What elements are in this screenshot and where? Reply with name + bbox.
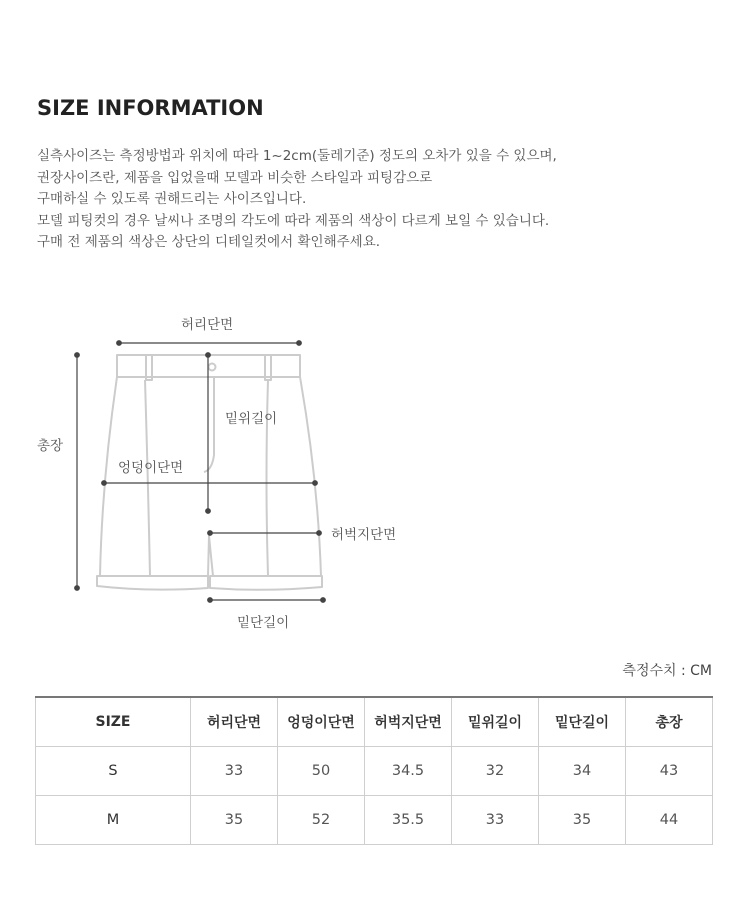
description-line: 실측사이즈는 측정방법과 위치에 따라 1~2cm(둘레기준) 정도의 오차가 있을 수 있으며, (37, 148, 557, 164)
shorts-illustration (0, 300, 750, 640)
table-cell: 43 (626, 747, 713, 796)
shorts-measurement-diagram (0, 300, 750, 640)
hem-label: 밑단길이 (237, 615, 290, 631)
unit-label: 측정수치 : CM (622, 663, 712, 679)
header-hem: 밑단길이 (539, 697, 626, 747)
size-description (37, 146, 557, 254)
thigh-label: 허벅지단면 (331, 527, 397, 543)
table-cell: 34 (539, 747, 626, 796)
hip-label: 엉덩이단면 (118, 460, 184, 476)
page-title: SIZE INFORMATION (37, 96, 264, 120)
description-line: 구매하실 수 있도록 권해드리는 사이즈입니다. (37, 191, 307, 207)
table-row (36, 747, 713, 796)
header-thigh: 허벅지단면 (365, 697, 452, 747)
table-cell: 32 (452, 747, 539, 796)
table-cell: 35.5 (365, 796, 452, 845)
table-cell: 34.5 (365, 747, 452, 796)
measurement-lines (75, 341, 326, 603)
table-cell: M (36, 796, 191, 845)
header-total-length: 총장 (626, 697, 713, 747)
table-row (36, 796, 713, 845)
header-waist: 허리단면 (191, 697, 278, 747)
table-cell: S (36, 747, 191, 796)
description-line: 구매 전 제품의 색상은 상단의 디테일컷에서 확인해주세요. (37, 234, 381, 250)
size-table (35, 696, 713, 845)
header-size: SIZE (36, 697, 191, 747)
waist-label: 허리단면 (181, 317, 234, 333)
rise-label: 밑위길이 (225, 411, 278, 427)
table-cell: 35 (191, 796, 278, 845)
description-line: 모델 피팅컷의 경우 날씨나 조명의 각도에 따라 제품의 색상이 다르게 보일 수 있습니다. (37, 212, 550, 229)
total-length-label: 총장 (37, 438, 64, 454)
table-cell: 35 (539, 796, 626, 845)
header-rise: 밑위길이 (452, 697, 539, 747)
description-line: 권장사이즈란, 제품을 입었을때 모델과 비슷한 스타일과 피팅감으로 (37, 169, 433, 186)
table-cell: 44 (626, 796, 713, 845)
table-cell: 33 (191, 747, 278, 796)
table-header-row (36, 697, 713, 747)
table-cell: 50 (278, 747, 365, 796)
table-cell: 52 (278, 796, 365, 845)
table-cell: 33 (452, 796, 539, 845)
header-hip: 엉덩이단면 (278, 697, 365, 747)
